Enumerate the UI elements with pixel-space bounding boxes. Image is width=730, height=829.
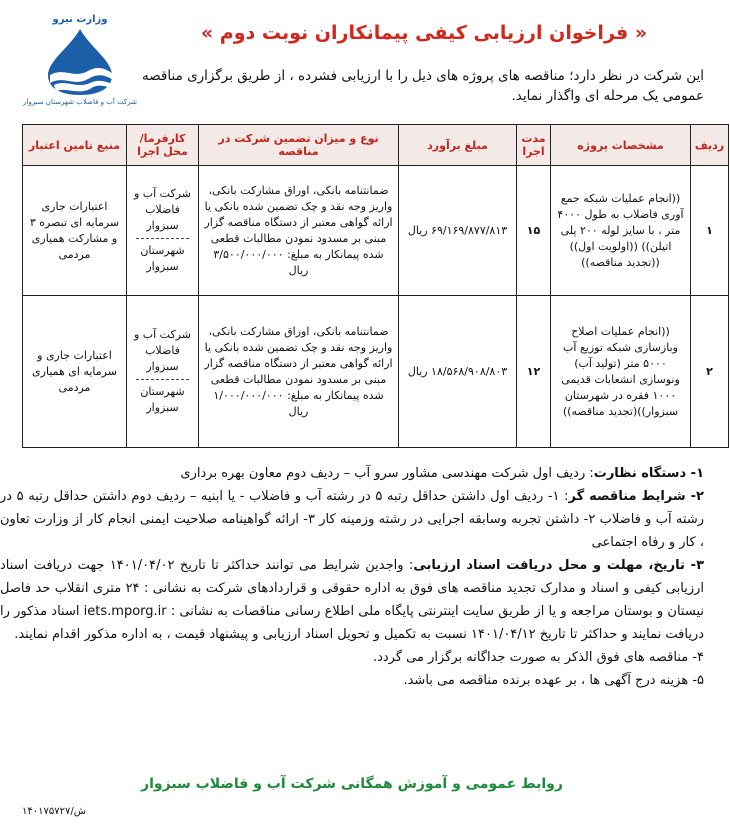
note-dates [0,554,704,646]
project-spec: ((انجام عملیات اصلاح وبازسازی شبکه توزیع آب ۵۰۰۰ متر (تولید آب) ونوسازی انشعابات قدیمی ۱۰۰۰ فقره در شهرستان سبزوار))(تجدید مناقصه)) [551,296,691,448]
row-number: ۱ [691,166,729,296]
estimate: ۶۹/۱۶۹/۸۷۷/۸۱۳ ریال [399,166,517,296]
note-text: : ۱- ردیف اول داشتن حداقل رتبه ۵ در رشته آب و فاضلاب - یا ابنیه – ردیف دوم داشتن حداقل رتبه ۵ در رشته آب و فاضلاب ۲- داشتن تجربه وسابقه اجرایی در رشته وزمینه کار ۳- ارائه گواهینامه صلاحیت ایمنی انجام کار از وزارت تعاون ، کار و رفاه اجتماعی [0,489,704,550]
note-separate: ۴- مناقصه های فوق الذکر به صورت جداگانه برگزار می گردد. [372,650,704,665]
note-supervision [0,462,704,485]
employer-cell [127,166,199,296]
table-row [23,166,729,296]
logo [20,12,140,120]
employer: شرکت آب و فاضلاب سبزوار [133,187,192,232]
page-title: « فراخوان ارزیابی کیفی پیمانکاران نوبت دوم » [200,22,648,44]
location: شهرستان سبزوار [140,385,185,414]
employer: شرکت آب و فاضلاب سبزوار [133,328,192,373]
announcement [0,6,725,821]
note-text: : ردیف اول شرکت مهندسی مشاور سرو آب – ردیف دوم معاون بهره برداری [180,466,594,481]
divider [136,238,189,239]
reference-number: ۱۴۰۱۷۵۷۲۷/ش [22,806,86,817]
row-number: ۲ [691,296,729,448]
header-guarantee: نوع و میزان تضمین شرکت در مناقصه [199,125,399,166]
duration: ۱۲ [517,296,551,448]
funding: اعتبارات جاری و سرمایه ای همیاری مردمی [23,296,127,448]
note-label: ۳- تاریخ، مهلت و محل دریافت اسناد ارزیابی [413,558,705,573]
notes [0,462,704,692]
guarantee: ضمانتنامه بانکی، اوراق مشارکت بانکی، واریز وجه نقد و چک تضمین شده بانکی یا ارائه گواهی معتبر از دستگاه مناقصه گزار مبنی بر مسدود نمودن مطالبات قطعی شده پیمانکار به مبلغ: ۳/۵۰۰/۰۰۰/۰۰۰ ریال [199,166,399,296]
tender-table [22,124,729,448]
funding: اعتبارات جاری سرمایه ای تبصره ۳ و مشارکت همیاری مردمی [23,166,127,296]
note-conditions [0,485,704,554]
intro-text: این شرکت در نظر دارد؛ مناقصه های پروژه های ذیل را با ارزیابی فشرده ، از طریق برگزاری مناقصه عمومی یک مرحله ای واگذار نماید. [141,68,704,104]
header-funding: منبع تامین اعتبار [23,125,127,166]
divider [136,379,189,380]
company-name: شرکت آب و فاضلاب شهرستان سبزوار [23,98,137,106]
water-drop-icon [40,27,120,97]
header-estimate: مبلغ برآورد [399,125,517,166]
header-duration: مدت اجرا [517,125,551,166]
duration: ۱۵ [517,166,551,296]
ministry-name: وزارت نیرو [52,14,108,25]
note-label: ۱- دستگاه نظارت [593,466,704,481]
estimate: ۱۸/۵۶۸/۹۰۸/۸۰۳ ریال [399,296,517,448]
header-employer: کارفرما/ محل اجرا [127,125,199,166]
table-row [23,296,729,448]
header-project-spec: مشخصات پروژه [551,125,691,166]
table-header-row [23,125,729,166]
footer-credit: روابط عمومی و آموزش همگانی شرکت آب و فاضلاب سبزوار [141,776,563,792]
note-text: : واجدین شرایط می توانند حداکثر تا تاریخ ۱۴۰۱/۰۴/۰۲ جهت دریافت اسناد ارزیابی کیفی و اسناد و مدارک تجدید مناقصه های فوق به اداره حقوقی و قراردادهای شرکت به نشانی : ۲۴ متری انقلاب حد فاصل نیستان و بوستان مراجعه و یا از طریق سایت اینترنتی پایگاه ملی اطلاع رسانی مناقصات به نشانی : iets.mporg.ir اسناد مذکور را دریافت نمایند و حداکثر تا تاریخ ۱۴۰۱/۰۴/۱۲ نسبت به تکمیل و تحویل اسناد ارزیابی و پیشنهاد قیمت ، به اداره مذکور اقدام نمایند. [0,558,705,642]
guarantee: ضمانتنامه بانکی، اوراق مشارکت بانکی، واریز وجه نقد و چک تضمین شده بانکی یا ارائه گواهی معتبر از دستگاه مناقصه گزار مبنی بر مسدود نمودن مطالبات قطعی شده پیمانکار به مبلغ: ۱/۰۰۰/۰۰۰/۰۰۰ ریال [199,296,399,448]
header-row-number: ردیف [691,125,729,166]
project-spec: ((انجام عملیات شبکه جمع آوری فاضلاب به طول ۴۰۰۰ متر ، با سایز لوله ۲۰۰ پلی اتیلن)) ((اولویت اول))((تجدید مناقصه)) [551,166,691,296]
note-label: ۲- شرایط مناقصه گر [568,489,704,504]
location: شهرستان سبزوار [140,244,185,273]
note-cost: ۵- هزینه درج آگهی ها ، بر عهده برنده مناقصه می باشد. [403,673,704,688]
employer-cell [127,296,199,448]
